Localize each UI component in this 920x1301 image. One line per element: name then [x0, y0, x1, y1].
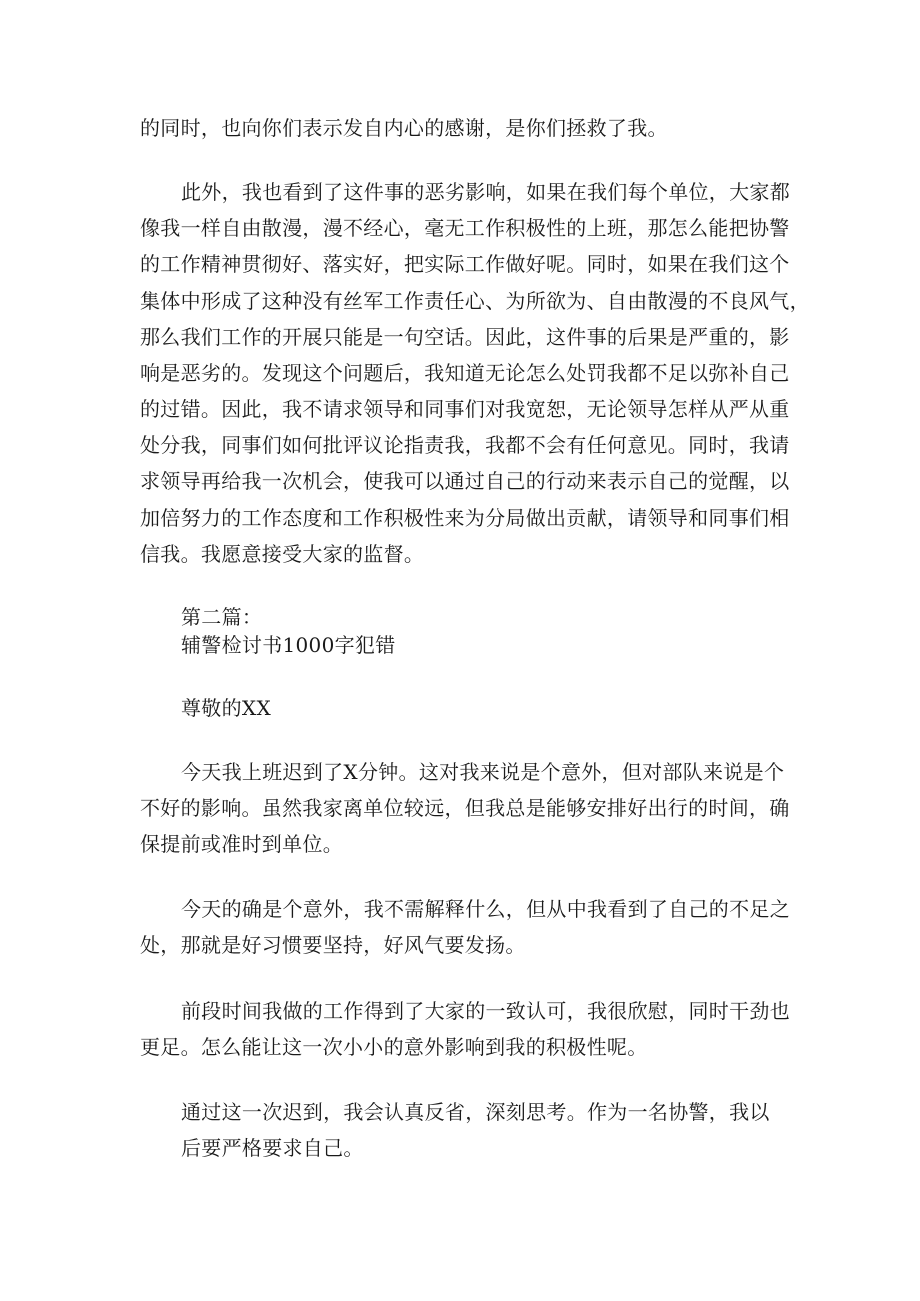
paragraph-6-line-2: 后要严格要求自己。 [181, 1136, 364, 1160]
paragraph-6-line-1: 通过这一次迟到，我会认真反省，深刻思考。作为一名协警，我以 [181, 1100, 770, 1124]
paragraph-2-line-6: 响是恶劣的。发现这个问题后，我知道无论怎么处罚我都不足以弥补自己 [140, 361, 790, 385]
salutation: 尊敬的XX [181, 696, 271, 720]
paragraph-3-line-2: 不好的影响。虽然我家离单位较远，但我总是能够安排好出行的时间，确 [140, 796, 790, 820]
paragraph-2-line-2: 像我一样自由散漫，漫不经心，毫无工作积极性的上班，那怎么能把协警 [140, 216, 790, 240]
paragraph-4-line-1: 今天的确是个意外，我不需解释什么，但从中我看到了自己的不足之 [181, 897, 790, 921]
paragraph-5-line-1: 前段时间我做的工作得到了大家的一致认可，我很欣慰，同时干劲也 [181, 999, 790, 1023]
paragraph-2-line-3: 的工作精神贯彻好、落实好，把实际工作做好呢。同时，如果在我们这个 [140, 252, 790, 276]
paragraph-3-line-3: 保提前或准时到单位。 [140, 832, 343, 856]
paragraph-2-line-8: 处分我，同事们如何批评议论指责我，我都不会有任何意见。同时，我请 [140, 433, 790, 457]
paragraph-2-line-1: 此外，我也看到了这件事的恶劣影响，如果在我们每个单位，大家都 [181, 180, 790, 204]
paragraph-2-line-9: 求领导再给我一次机会，使我可以通过自己的行动来表示自己的觉醒，以 [140, 469, 790, 493]
paragraph-2-line-11: 信我。我愿意接受大家的监督。 [140, 542, 425, 566]
paragraph-2-line-4: 集体中形成了这种没有丝军工作责任心、为所欲为、自由散漫的不良风气， [140, 289, 810, 313]
paragraph-2-line-7: 的过错。因此，我不请求领导和同事们对我宽恕，无论领导怎样从严从重 [140, 397, 790, 421]
paragraph-5-line-2: 更足。怎么能让这一次小小的意外影响到我的积极性呢。 [140, 1035, 648, 1059]
paragraph-4-line-2: 处，那就是好习惯要坚持，好风气要发扬。 [140, 933, 526, 957]
paragraph-3-line-1: 今天我上班迟到了X分钟。这对我来说是个意外，但对部队来说是个 [181, 760, 785, 784]
section-title: 辅警检讨书1000字犯错 [181, 633, 396, 657]
paragraph-1-line-1: 的同时，也向你们表示发自内心的感谢，是你们拯救了我。 [140, 116, 668, 140]
paragraph-2-line-10: 加倍努力的工作态度和工作积极性来为分局做出贡献，请领导和同事们相 [140, 506, 790, 530]
paragraph-2-line-5: 那么我们工作的开展只能是一句空话。因此，这件事的后果是严重的，影 [140, 325, 790, 349]
section-label: 第二篇： [181, 605, 263, 629]
